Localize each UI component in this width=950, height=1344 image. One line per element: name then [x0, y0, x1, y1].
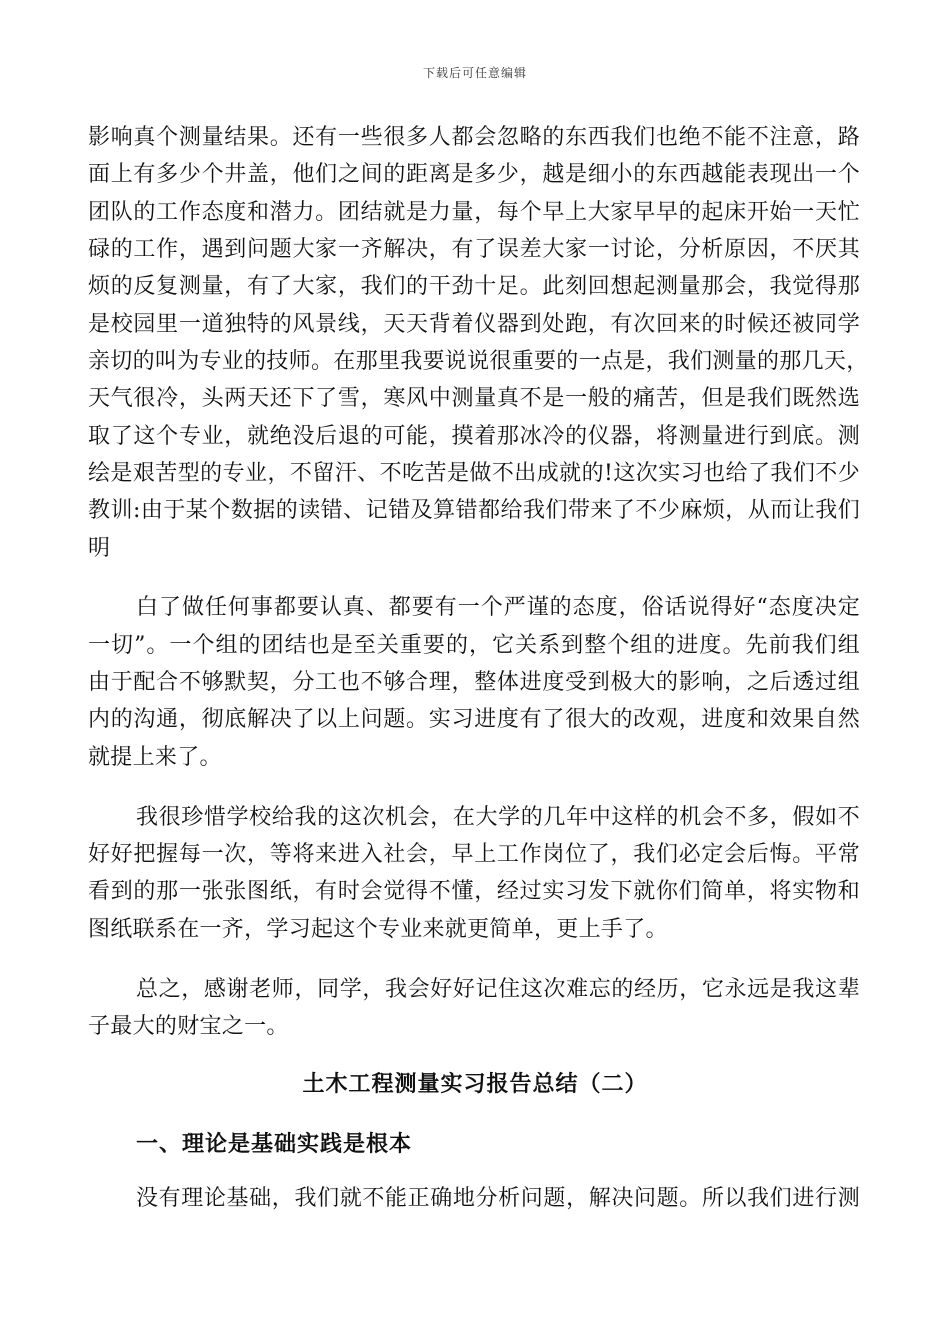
text-line: 取了这个专业，就绝没后退的可能，摸着那冰冷的仪器，将测量进行到底。测 — [88, 424, 860, 449]
text-line: 面上有多少个井盖，他们之间的距离是多少，越是细小的东西越能表现出一个 — [88, 162, 860, 187]
text-line: 团队的工作态度和潜力。团结就是力量，每个早上大家早早的起床开始一天忙 — [88, 200, 860, 225]
text-line: 明 — [88, 536, 111, 561]
text-line: 天气很冷，头两天还下了雪，寒风中测量真不是一般的痛苦，但是我们既然选 — [88, 386, 860, 411]
text-line: 由于配合不够默契，分工也不够合理，整体进度受到极大的影响，之后透过组 — [88, 670, 860, 695]
text-line: 影响真个测量结果。还有一些很多人都会忽略的东西我们也绝不能不注意，路 — [88, 125, 860, 150]
subsection-heading: 一、理论是基础实践是根本 — [136, 1132, 413, 1157]
text-line: 教训:由于某个数据的读错、记错及算错都给我们带来了不少麻烦，从而让我们 — [88, 498, 860, 523]
text-line: 是校园里一道独特的风景线，天天背着仪器到处跑，有次回来的时候还被同学 — [88, 312, 860, 337]
text-line: 碌的工作，遇到问题大家一齐解决，有了误差大家一讨论，分析原因，不厌其 — [88, 237, 860, 262]
text-line: 内的沟通，彻底解决了以上问题。实习进度有了很大的改观，进度和效果自然 — [88, 707, 860, 732]
text-line: 烦的反复测量，有了大家，我们的干劲十足。此刻回想起测量那会，我觉得那 — [88, 274, 860, 299]
page-header: 下载后可任意编辑 — [422, 66, 527, 80]
text-line: 总之，感谢老师，同学，我会好好记住这次难忘的经历，它永远是我这辈 — [136, 977, 860, 1002]
text-line: 看到的那一张张图纸，有时会觉得不懂，经过实习发下就你们简单，将实物和 — [88, 879, 860, 904]
text-line: 没有理论基础，我们就不能正确地分析问题，解决问题。所以我们进行测 — [136, 1186, 860, 1211]
text-line: 一切”。一个组的团结也是至关重要的，它关系到整个组的进度。先前我们组 — [88, 633, 860, 658]
text-line: 白了做任何事都要认真、都要有一个严谨的态度，俗话说得好“态度决定 — [136, 595, 860, 620]
text-line: 好好把握每一次，等将来进入社会，早上工作岗位了，我们必定会后悔。平常 — [88, 842, 860, 867]
text-line: 就提上来了。 — [88, 745, 222, 770]
text-line: 亲切的叫为专业的技师。在那里我要说说很重要的一点是，我们测量的那几天， — [88, 349, 869, 374]
text-line: 子最大的财宝之一。 — [88, 1014, 289, 1039]
text-line: 绘是艰苦型的专业，不留汗、不吃苦是做不出成就的!这次实习也给了我们不少 — [88, 461, 860, 486]
section-title: 土木工程测量实习报告总结（二） — [302, 1072, 648, 1097]
text-line: 图纸联系在一齐，学习起这个专业来就更简单，更上手了。 — [88, 917, 668, 942]
text-line: 我很珍惜学校给我的这次机会，在大学的几年中这样的机会不多，假如不 — [136, 805, 860, 830]
